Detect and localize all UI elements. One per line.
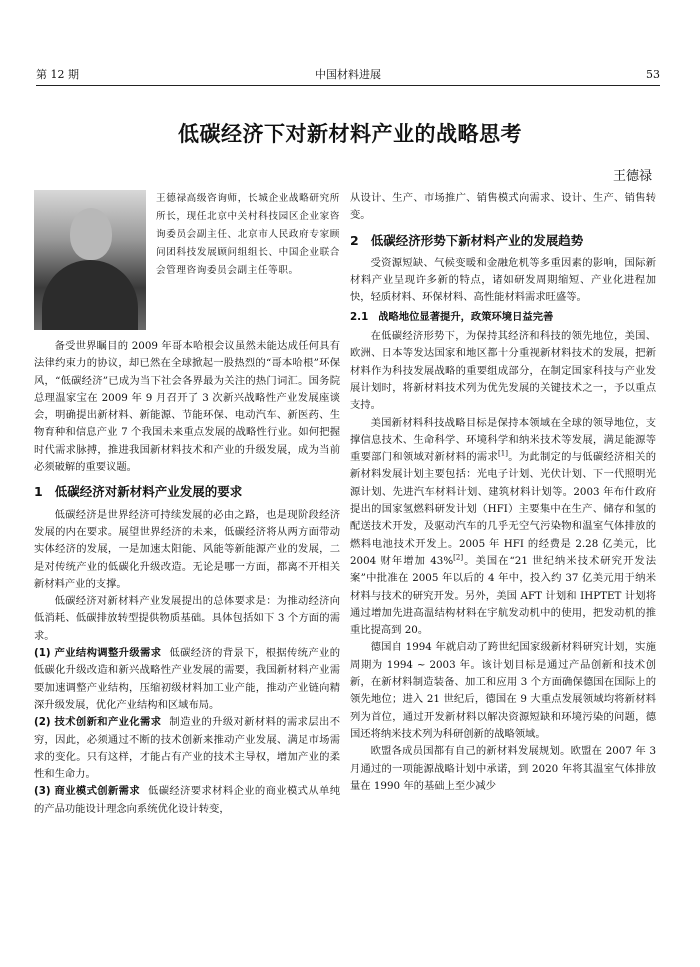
list-item bbox=[34, 783, 340, 818]
article-title: 低碳经济下对新材料产业的战略思考 bbox=[178, 122, 522, 146]
citation: [1] bbox=[498, 449, 508, 458]
list-item bbox=[34, 714, 340, 783]
author-bio: 王德禄高级咨询师，长城企业战略研究所所长，现任北京中关村科技园区企业家咨询委员会副主任、北京市人民政府专家顾问团科技发展顾问组组长、中国企业联合会管理咨询委员会副主任等职。 bbox=[156, 193, 340, 276]
item-text: 低碳经济要求材料企业的商业模式从单纯的产品功能设计理念向系统优化设计转变， bbox=[34, 785, 340, 815]
item-text: 制造业的升级对新材料的需求层出不穷，因此，必须通过不断的技术创新来推动产业发展、满足市场需求的变化。只有这样，才能占有产业的技术主导权，增加产业的柔性和生命力。 bbox=[34, 716, 341, 781]
section-title: 低碳经济对新材料产业发展的要求 bbox=[54, 484, 243, 500]
author-photo bbox=[34, 190, 146, 330]
section-heading-1 bbox=[34, 483, 340, 500]
paragraph: 低碳经济是世界经济可持续发展的必由之路，也是现阶段经济发展的内在要求。展望世界经济的未来，低碳经济将从两方面带动实体经济的发展，一是加速太阳能、风能等新能源产业的发展，二是对传统产业的低碳化升级改造。无论是哪一方面，都离不开相关新材料产业的支撑。 bbox=[34, 508, 340, 590]
subsection-heading-2-1 bbox=[350, 309, 656, 326]
right-column bbox=[350, 190, 656, 795]
text-run: 。美国在“21 世纪纳米技术研究开发法案”中批准在 2005 年以后的 4 年中，投入约 37 亿美元用于纳米材料与技术的研究开发。另外，美国 AFT 计划和 IHPTET 计划将通过增加先进高温结构材料在宇航发动机中的使用，把发动机的推重比提高到 20。 bbox=[350, 554, 656, 637]
paragraph bbox=[350, 415, 656, 640]
author-bio-block bbox=[34, 190, 340, 332]
item-lead: (2) 技术创新和产业化需求 bbox=[34, 716, 162, 729]
item-lead: (1) 产业结构调整升级需求 bbox=[34, 647, 162, 660]
section-heading-2 bbox=[350, 232, 656, 249]
section-number: 1 bbox=[34, 484, 43, 500]
paragraph: 低碳经济对新材料产业发展提出的总体要求是：为推动经济向低消耗、低碳排放转型提供物质基础。具体包括如下 3 个方面的需求。 bbox=[34, 595, 340, 642]
paragraph: 从设计、生产、市场推广、销售模式向需求、设计、生产、销售转变。 bbox=[350, 192, 656, 222]
author-name: 王德禄 bbox=[612, 169, 652, 184]
section-title: 低碳经济形势下新材料产业的发展趋势 bbox=[370, 232, 584, 248]
text-run: 美国新材料科技战略目标是保持本领域在全球的领导地位，支撑信息技术、生命科学、环境科学和纳米技术等发展，满足能源等重要部门和领域对新材料的需求 bbox=[350, 416, 656, 464]
paragraph: 受资源短缺、气候变暖和金融危机等多重因素的影响，国际新材料产业呈现许多新的特点，诸如研发周期缩短、产业化进程加快，轻质材料、环保材料、高性能材料需求旺盛等。 bbox=[350, 256, 656, 304]
section-number: 2 bbox=[350, 232, 359, 248]
intro-paragraph: 备受世界瞩目的 2009 年哥本哈根会议虽然未能达成任何具有法律约束力的协议，却已然在全球掀起一股热烈的“哥本哈根”环保风，“低碳经济”已成为当下社会各界最为关注的热门词汇。国务院总理温家宝在 2009 年 9 月召开了 3 次新兴战略性产业发展座谈会，明确提出新材料、新能源、节能环保、电动汽车、新医药、生物育种和信息产业 7 个我国未来重点发展的战略性行业。如何把握时代需求脉搏，推进我国新材料技术和产业的升级发展，成为当前必须破解的重要议题。 bbox=[34, 340, 340, 474]
text-run: 。为此制定的与低碳经济相关的新材料发展计划主要包括：光电子计划、光伏计划、下一代照明光源计划、先进汽车材料计划、建筑材料计划等。2003 年布什政府提出的国家氢燃料研发计划（HFI）主要集中在生产、储存和氢的配送技术开发，及驱动汽车的几乎无空气污染物和温室气体排放的燃料电池技术开发上。2005 年 HFI 的经费是 2.28 亿美元，比 2004 财年增加 43% bbox=[350, 451, 657, 567]
item-text: 低碳经济的背景下，根据传统产业的低碳化升级改造和新兴战略性产业发展的需要，我国新材料产业需要加速调整产业结构，压缩初级材料加工业产能，推动产业链向精深升级发展，优化产业结构和区域布局。 bbox=[34, 647, 341, 711]
citation: [2] bbox=[453, 553, 464, 562]
paragraph: 德国自 1994 年就启动了跨世纪国家级新材料研究计划，实施周期为 1994 ~ 2003 年。该计划目标是通过产品创新和技术创新，在新材料制造装备、加工和应用 3 个方面确保德国在国际上的领先地位；进入 21 世纪后，德国在 9 大重点发展领域均将新材料列为首位，通过开发新材料以解决资源短缺和环境污染的问题，德国还将纳米技术列为科研创新的战略领域。 bbox=[350, 641, 656, 740]
list-item bbox=[34, 645, 340, 714]
item-lead: (3) 商业模式创新需求 bbox=[34, 785, 141, 798]
paragraph: 在低碳经济形势下，为保持其经济和科技的领先地位，美国、欧洲、日本等发达国家和地区都十分重视新材料技术的发展，把新材料作为科技发展战略的重要组成部分，在制定国家科技与产业发展计划时，将新材料技术列为优先发展的关键技术之一，予以重点支持。 bbox=[350, 330, 656, 412]
subsection-number: 2.1 bbox=[350, 310, 369, 323]
issue-label: 第 12 期 bbox=[36, 68, 79, 81]
journal-name: 中国材料进展 bbox=[315, 68, 381, 81]
subsection-title: 战略地位显著提升，政策环境日益完善 bbox=[378, 310, 554, 323]
paragraph: 欧盟各成员国都有自己的新材料发展规划。欧盟在 2007 年 3 月通过的一项能源战略计划中承诺，到 2020 年将其温室气体排放量在 1990 年的基础上至少减少 bbox=[350, 745, 656, 792]
running-head bbox=[36, 66, 660, 86]
left-column bbox=[34, 190, 340, 818]
page-number: 53 bbox=[646, 68, 660, 81]
